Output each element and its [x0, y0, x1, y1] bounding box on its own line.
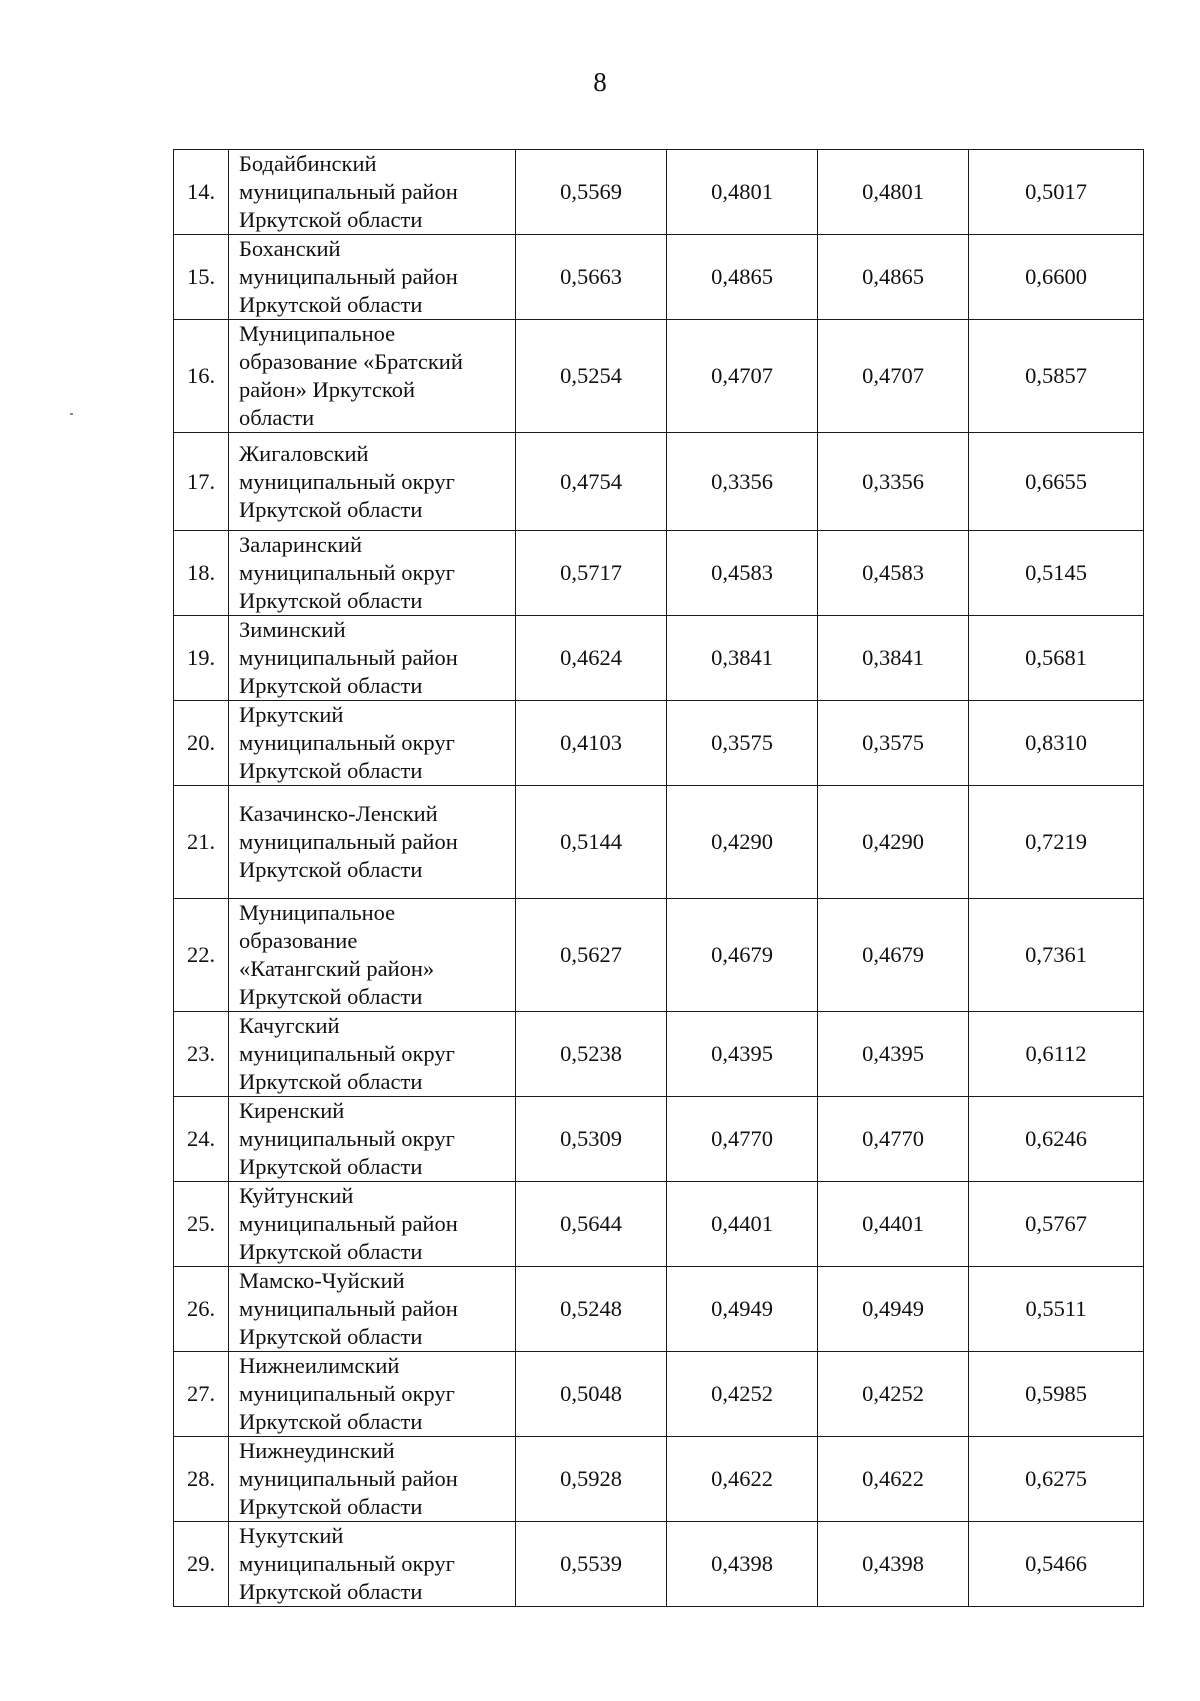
value-cell-2: 0,4252 [667, 1352, 818, 1437]
value-cell-1: 0,5254 [516, 320, 667, 433]
row-number-cell: 20. [174, 701, 229, 786]
municipality-name-line: Заларинский [239, 532, 363, 557]
value-cell-4: 0,5511 [969, 1267, 1144, 1352]
municipality-name-line: Иркутской области [239, 1324, 423, 1349]
value-cell-4: 0,7361 [969, 899, 1144, 1012]
municipality-name-line: муниципальный округ [239, 730, 455, 755]
municipality-name-cell [229, 1437, 516, 1522]
value-cell-1: 0,5539 [516, 1522, 667, 1607]
page-number: 8 [593, 67, 607, 97]
municipality-name-cell [229, 899, 516, 1012]
table-body [174, 150, 1144, 1607]
municipality-name-cell [229, 1267, 516, 1352]
value-cell-3: 0,4290 [818, 786, 969, 899]
value-cell-2: 0,4622 [667, 1437, 818, 1522]
value-cell-4: 0,6600 [969, 235, 1144, 320]
table-row [174, 150, 1144, 235]
value-cell-1: 0,4103 [516, 701, 667, 786]
municipality-name-line: Боханский [239, 236, 341, 261]
value-cell-4: 0,5145 [969, 531, 1144, 616]
municipality-name-line: муниципальный район [239, 179, 458, 204]
municipality-name-line: области [239, 405, 315, 430]
municipality-name-line: Муниципальное [239, 900, 396, 925]
value-cell-2: 0,4679 [667, 899, 818, 1012]
municipality-name-line: образование [239, 928, 358, 953]
table-row [174, 531, 1144, 616]
municipality-name-line: Муниципальное [239, 321, 396, 346]
value-cell-2: 0,3575 [667, 701, 818, 786]
value-cell-1: 0,5144 [516, 786, 667, 899]
value-cell-3: 0,4707 [818, 320, 969, 433]
table-row [174, 616, 1144, 701]
value-cell-3: 0,4398 [818, 1522, 969, 1607]
municipality-name-cell [229, 786, 516, 899]
table-row [174, 433, 1144, 531]
municipality-name-line: Нижнеилимский [239, 1353, 400, 1378]
municipality-name-cell [229, 433, 516, 531]
value-cell-3: 0,3575 [818, 701, 969, 786]
value-cell-2: 0,4583 [667, 531, 818, 616]
municipality-name-cell [229, 531, 516, 616]
value-cell-2: 0,4949 [667, 1267, 818, 1352]
municipality-name-line: Иркутской области [239, 758, 423, 783]
value-cell-3: 0,4770 [818, 1097, 969, 1182]
municipality-name-line: муниципальный округ [239, 1381, 455, 1406]
municipality-name-line: Иркутской области [239, 1154, 423, 1179]
municipality-name-line: Казачинско-Ленский [239, 801, 438, 826]
municipality-name-line: муниципальный район [239, 1466, 458, 1491]
municipality-name-line: муниципальный округ [239, 468, 455, 494]
row-number-cell: 16. [174, 320, 229, 433]
table-row [174, 1097, 1144, 1182]
value-cell-2: 0,3841 [667, 616, 818, 701]
value-cell-1: 0,5928 [516, 1437, 667, 1522]
value-cell-2: 0,4398 [667, 1522, 818, 1607]
municipality-name-line: «Катангский район» [239, 956, 435, 981]
municipality-name-line: Иркутский [239, 702, 344, 727]
value-cell-1: 0,5663 [516, 235, 667, 320]
indicators-table [173, 149, 1144, 1607]
table-row [174, 235, 1144, 320]
value-cell-2: 0,4395 [667, 1012, 818, 1097]
municipality-name-line: муниципальный район [239, 264, 458, 289]
municipality-name-line: Куйтунский [239, 1183, 354, 1208]
value-cell-1: 0,4754 [516, 433, 667, 531]
municipality-name-cell [229, 1012, 516, 1097]
table-row [174, 1437, 1144, 1522]
row-number-cell: 14. [174, 150, 229, 235]
municipality-name-line: Иркутской области [239, 588, 423, 613]
municipality-name-line: Качугский [239, 1013, 340, 1038]
table-row [174, 701, 1144, 786]
value-cell-4: 0,5681 [969, 616, 1144, 701]
municipality-name-line: Иркутской области [239, 1409, 423, 1434]
municipality-name-line: муниципальный район [239, 645, 458, 670]
table-row [174, 1522, 1144, 1607]
value-cell-1: 0,5309 [516, 1097, 667, 1182]
value-cell-4: 0,7219 [969, 786, 1144, 899]
value-cell-3: 0,4252 [818, 1352, 969, 1437]
value-cell-4: 0,5767 [969, 1182, 1144, 1267]
municipality-name-line: Иркутской области [239, 857, 423, 882]
municipality-name-line: Жигаловский [239, 440, 369, 466]
municipality-name-cell [229, 701, 516, 786]
table-row [174, 1012, 1144, 1097]
municipality-name-line: муниципальный округ [239, 1551, 455, 1576]
municipality-name-line: Иркутской области [239, 1494, 423, 1519]
municipality-name-line: Иркутской области [239, 292, 423, 317]
municipality-name-line: Бодайбинский [239, 151, 377, 176]
value-cell-2: 0,4290 [667, 786, 818, 899]
value-cell-1: 0,4624 [516, 616, 667, 701]
value-cell-4: 0,5857 [969, 320, 1144, 433]
table-row [174, 1182, 1144, 1267]
value-cell-3: 0,4679 [818, 899, 969, 1012]
municipality-name-line: Иркутской области [239, 984, 423, 1009]
municipality-name-cell [229, 1097, 516, 1182]
municipality-name-cell [229, 150, 516, 235]
value-cell-2: 0,3356 [667, 433, 818, 531]
value-cell-2: 0,4801 [667, 150, 818, 235]
value-cell-4: 0,8310 [969, 701, 1144, 786]
value-cell-3: 0,4801 [818, 150, 969, 235]
municipality-name-cell [229, 320, 516, 433]
row-number-cell: 23. [174, 1012, 229, 1097]
row-number-cell: 29. [174, 1522, 229, 1607]
row-number-cell: 19. [174, 616, 229, 701]
row-number-cell: 25. [174, 1182, 229, 1267]
table-row [174, 786, 1144, 899]
scan-speck [70, 413, 73, 415]
value-cell-1: 0,5238 [516, 1012, 667, 1097]
municipality-name-line: образование «Братский [239, 349, 463, 374]
value-cell-4: 0,5466 [969, 1522, 1144, 1607]
row-number-cell: 24. [174, 1097, 229, 1182]
value-cell-2: 0,4865 [667, 235, 818, 320]
value-cell-3: 0,4622 [818, 1437, 969, 1522]
municipality-name-line: Зиминский [239, 617, 346, 642]
value-cell-1: 0,5717 [516, 531, 667, 616]
value-cell-4: 0,6112 [969, 1012, 1144, 1097]
row-number-cell: 18. [174, 531, 229, 616]
municipality-name-line: муниципальный округ [239, 560, 455, 585]
municipality-name-line: Иркутской области [239, 207, 423, 232]
value-cell-1: 0,5569 [516, 150, 667, 235]
row-number-cell: 15. [174, 235, 229, 320]
table-row [174, 1267, 1144, 1352]
value-cell-2: 0,4707 [667, 320, 818, 433]
value-cell-3: 0,3841 [818, 616, 969, 701]
municipality-name-cell [229, 1352, 516, 1437]
municipality-name-line: Нукутский [239, 1523, 344, 1548]
value-cell-3: 0,3356 [818, 433, 969, 531]
municipality-name-line: муниципальный район [239, 829, 458, 854]
municipality-name-line: муниципальный округ [239, 1126, 455, 1151]
municipality-name-line: Иркутской области [239, 1239, 423, 1264]
municipality-name-cell [229, 235, 516, 320]
value-cell-3: 0,4949 [818, 1267, 969, 1352]
row-number-cell: 21. [174, 786, 229, 899]
table-row [174, 320, 1144, 433]
value-cell-3: 0,4395 [818, 1012, 969, 1097]
row-number-cell: 28. [174, 1437, 229, 1522]
municipality-name-line: район» Иркутской [239, 377, 415, 402]
table-row [174, 1352, 1144, 1437]
value-cell-1: 0,5248 [516, 1267, 667, 1352]
row-number-cell: 22. [174, 899, 229, 1012]
row-number-cell: 26. [174, 1267, 229, 1352]
value-cell-4: 0,6655 [969, 433, 1144, 531]
municipality-name-line: муниципальный район [239, 1211, 458, 1236]
municipality-name-cell [229, 1522, 516, 1607]
municipality-name-line: Иркутской области [239, 496, 423, 522]
municipality-name-cell [229, 1182, 516, 1267]
municipality-name-line: Киренский [239, 1098, 345, 1123]
row-number-cell: 27. [174, 1352, 229, 1437]
value-cell-4: 0,6246 [969, 1097, 1144, 1182]
value-cell-2: 0,4401 [667, 1182, 818, 1267]
municipality-name-line: Иркутской области [239, 673, 423, 698]
municipality-name-line: муниципальный район [239, 1296, 458, 1321]
municipality-name-line: Мамско-Чуйский [239, 1268, 405, 1293]
value-cell-4: 0,5985 [969, 1352, 1144, 1437]
value-cell-1: 0,5048 [516, 1352, 667, 1437]
municipality-name-line: Иркутской области [239, 1069, 423, 1094]
value-cell-4: 0,6275 [969, 1437, 1144, 1522]
value-cell-2: 0,4770 [667, 1097, 818, 1182]
value-cell-3: 0,4865 [818, 235, 969, 320]
table-row [174, 899, 1144, 1012]
value-cell-1: 0,5627 [516, 899, 667, 1012]
row-number-cell: 17. [174, 433, 229, 531]
value-cell-1: 0,5644 [516, 1182, 667, 1267]
value-cell-4: 0,5017 [969, 150, 1144, 235]
municipality-name-line: Иркутской области [239, 1579, 423, 1604]
municipality-name-cell [229, 616, 516, 701]
municipality-name-line: муниципальный округ [239, 1041, 455, 1066]
municipality-name-line: Нижнеудинский [239, 1438, 395, 1463]
value-cell-3: 0,4401 [818, 1182, 969, 1267]
value-cell-3: 0,4583 [818, 531, 969, 616]
